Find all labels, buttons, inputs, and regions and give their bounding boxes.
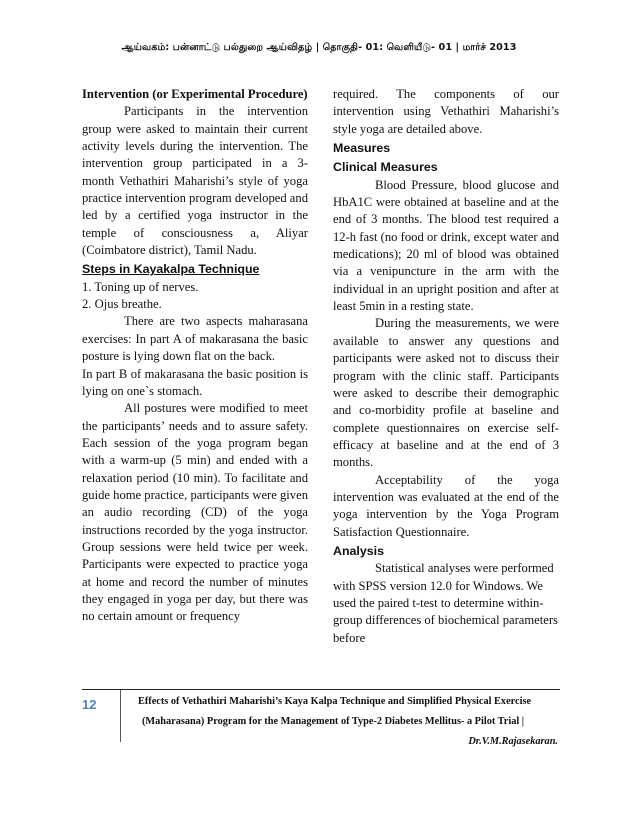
paragraph-during: During the measurements, we were available to answer any questions and participants were asked not to discuss their program with the clinic staff. Participants were asked to describe their demographic and co-morbidity profile at baseline and complete questionnaires on exercise self-efficacy at baseline and at the end of 3 months. xyxy=(333,316,559,470)
paragraph-spss: with SPSS version 12.0 for Windows. We used the paired t-test to determine within-group differences of biochemical parameters before xyxy=(333,578,558,645)
paragraph-clinical: Blood Pressure, blood glucose and HbA1C were obtained at baseline and at the end of 3 months. The blood test required a 12-h fast (no food or drink, except water and medications); 20 ml of blood was obtained via a venipuncture in the arm with the individual in an upright position and after at least 5min in a resting state. xyxy=(333,177,559,314)
left-column xyxy=(82,86,308,626)
right-column xyxy=(333,86,559,647)
footer-article-info xyxy=(138,692,558,752)
heading-measures: Measures xyxy=(333,141,391,156)
journal-header: ஆய்வகம்: பன்னாட்டு பல்துறை ஆய்விதழ் | தொகுதி- 01: வெளியீடு- 01 | மார்ச் 2013 xyxy=(121,42,517,53)
paragraph-required: required. The components of our intervention using Vethathiri Maharishi’s style yoga are detailed above. xyxy=(333,87,559,136)
footer-title-line1: Effects of Vethathiri Maharishi’s Kaya Kalpa Technique and Simplified Physical Exercise xyxy=(138,696,532,707)
page-number: 12 xyxy=(82,697,97,712)
step-item-1: 1. Toning up of nerves. xyxy=(82,279,199,294)
paragraph-statistical: Statistical analyses were performed xyxy=(375,561,554,576)
footer-rule xyxy=(82,689,560,690)
paragraph-postures: All postures were modified to meet the participants’ needs and to assure safety. Each session of the yoga program began with a warm-up (5 min) and ended with a relaxation period (10 min). To facilitate and guide home practice, participants were given an audio recording (CD) of the yoga instructions recorded by the yoga instructor. Group sessions were held twice per week. Participants were expected to practice yoga at home and record the number of minutes they engaged in yoga per day, but there was no certain amount or frequency xyxy=(82,401,308,624)
footer-title-line2: (Maharasana) Program for the Management of Type-2 Diabetes Mellitus- a Pilot Trial | xyxy=(142,716,525,727)
paragraph-part-b: In part B of makarasana the basic position is lying on one`s stomach. xyxy=(82,366,308,398)
paragraph-intervention: Participants in the intervention group were asked to maintain their current activity levels during the intervention. The intervention group participated in a 3- month Vethathiri Maharishi’s style of yoga practice intervention program developed and led by a certified yoga instructor in the temple of consciousness a, Aliyar (Coimbatore district), Tamil Nadu. xyxy=(82,104,308,258)
paragraph-aspects: There are two aspects maharasana exercises: In part A of makarasana the basic posture is lying down flat on the back. xyxy=(82,314,308,364)
heading-steps: Steps in Kayakalpa Technique xyxy=(82,262,260,277)
heading-clinical-measures: Clinical Measures xyxy=(333,160,438,175)
heading-intervention: Intervention (or Experimental Procedure) xyxy=(82,87,308,101)
paragraph-acceptability: Acceptability of the yoga intervention was evaluated at the end of the yoga intervention by the Yoga Program Satisfaction Questionnaire. xyxy=(333,472,559,539)
step-item-2: 2. Ojus breathe. xyxy=(82,297,162,312)
heading-analysis: Analysis xyxy=(333,543,384,558)
footer-separator xyxy=(120,690,121,742)
footer-author: Dr.V.M.Rajasekaran. xyxy=(468,736,558,747)
